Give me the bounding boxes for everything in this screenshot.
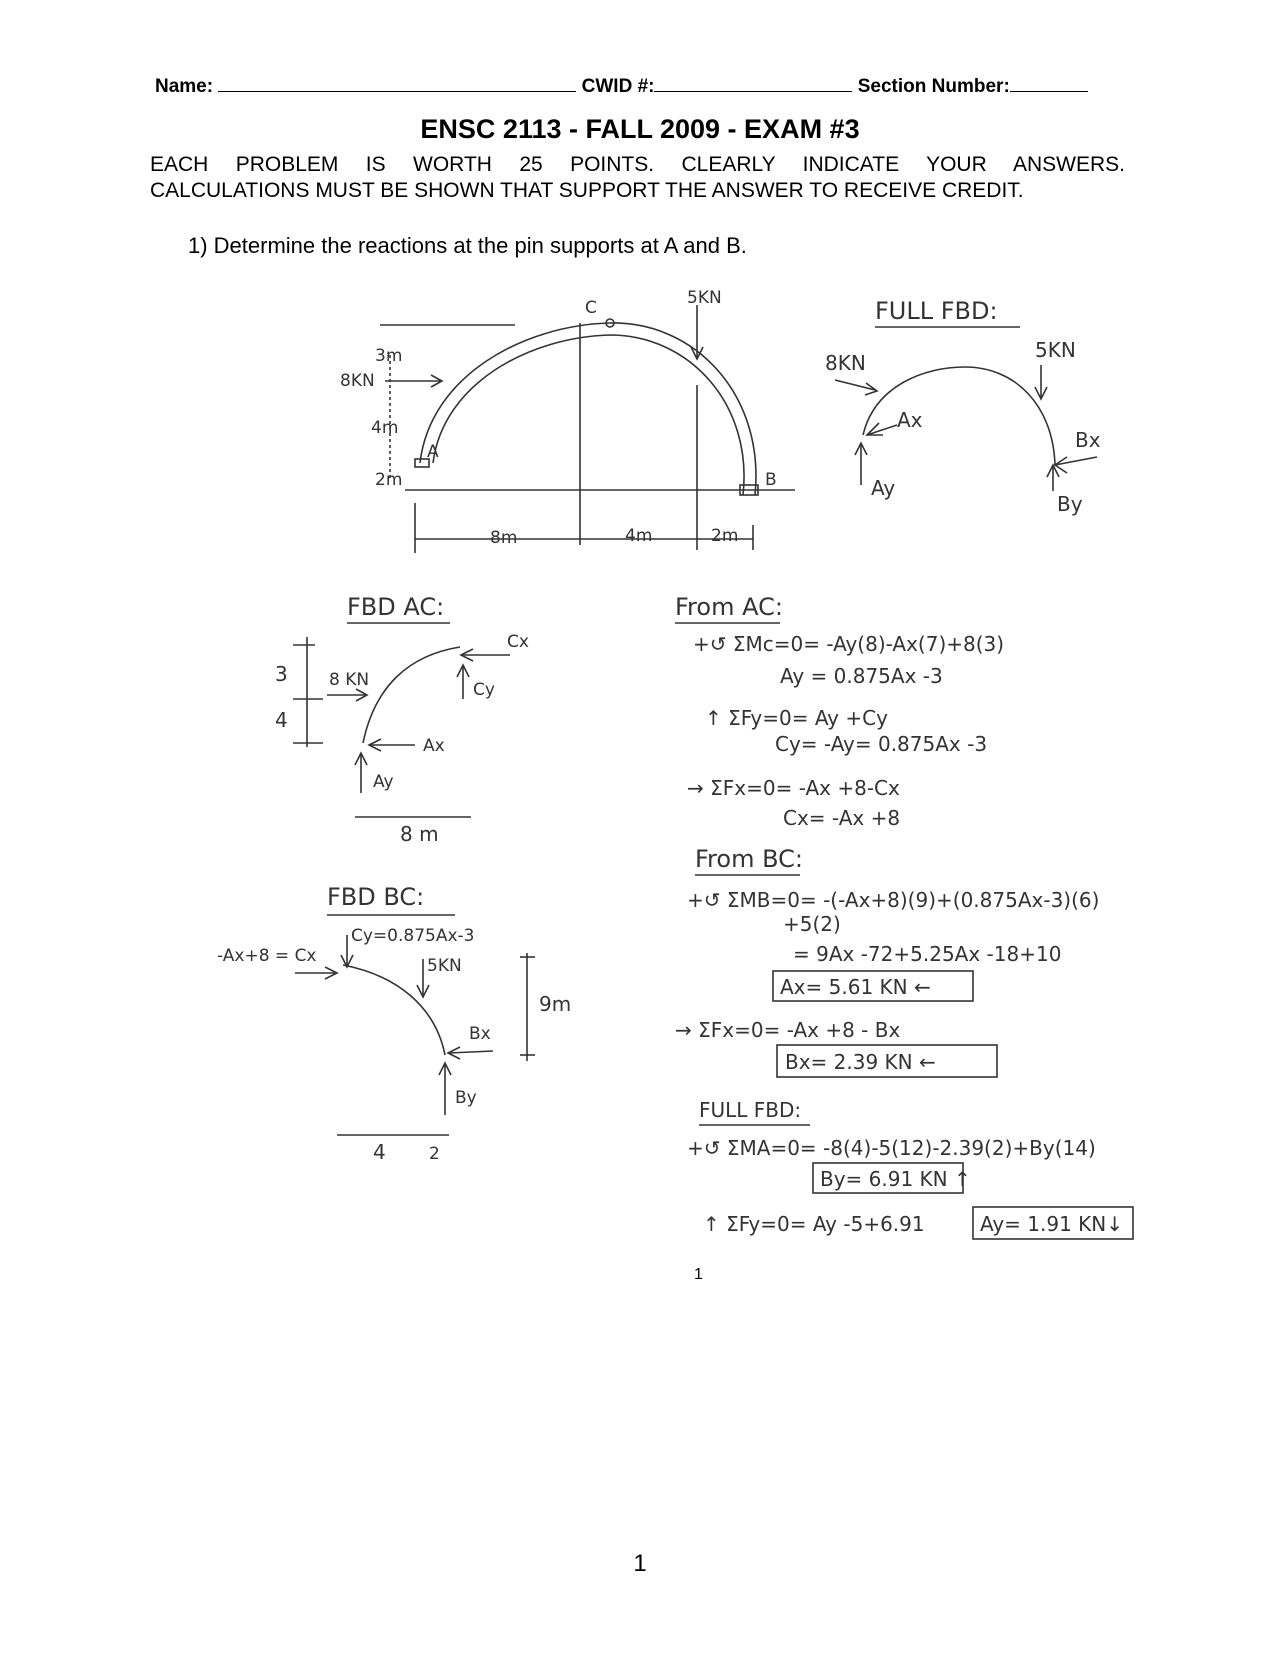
from-bc-eq3: = 9Ax -72+5.25Ax -18+10 — [793, 942, 1062, 966]
from-ac-eq3: ↑ ΣFy=0= Ay +Cy — [705, 706, 888, 730]
fbd-ac-cx: Cx — [507, 632, 529, 652]
fig-load-top: 5KN — [687, 288, 722, 308]
from-ac-eq1: +↺ ΣMc=0= -Ay(8)-Ax(7)+8(3) — [693, 632, 1005, 656]
section-field[interactable] — [1010, 74, 1088, 92]
full-calc-eq2: ↑ ΣFy=0= Ay -5+6.91 — [703, 1212, 925, 1236]
fbd-bc-load: 5KN — [427, 956, 462, 976]
fig-label-a: A — [427, 442, 439, 462]
full-calc-ans-by: By= 6.91 KN ↑ — [820, 1167, 971, 1191]
from-bc-eq4: → ΣFx=0= -Ax +8 - Bx — [675, 1018, 901, 1042]
fig-dim-2m-bottom: 2m — [711, 526, 739, 546]
fbd-bc-dim-4: 4 — [373, 1140, 386, 1164]
fbd-ac-heading: FBD AC: — [347, 593, 445, 621]
fbd-ac-ax: Ax — [423, 736, 445, 756]
full-fbd-5kn: 5KN — [1035, 338, 1076, 362]
from-bc-eq1: +↺ ΣMB=0= -(-Ax+8)(9)+(0.875Ax-3)(6) — [687, 888, 1100, 912]
fbd-bc-by: By — [455, 1088, 477, 1108]
fig-dim-3m: 3m — [375, 346, 403, 366]
from-bc-ans-bx: Bx= 2.39 KN ← — [785, 1050, 936, 1074]
fbd-bc-dim-2: 2 — [429, 1144, 440, 1164]
fbd-bc-cx-expr: -Ax+8 = Cx — [217, 946, 317, 966]
full-fbd-arch — [863, 367, 1055, 465]
fbd-bc-bx: Bx — [469, 1024, 491, 1044]
full-fbd-8kn: 8KN — [825, 351, 866, 375]
fig-dim-8m: 8m — [490, 528, 518, 548]
from-ac-heading: From AC: — [675, 593, 783, 621]
name-field[interactable] — [218, 74, 576, 92]
fig-dim-2m-left: 2m — [375, 470, 403, 490]
fbd-ac-arch — [363, 647, 460, 743]
instructions-line-2: CALCULATIONS MUST BE SHOWN THAT SUPPORT THE ANSWER TO RECEIVE CREDIT. — [150, 179, 1024, 202]
full-calc-heading: FULL FBD: — [699, 1098, 802, 1122]
from-bc-heading: From BC: — [695, 845, 803, 873]
instructions-line-1: EACH PROBLEM IS WORTH 25 POINTS. CLEARLY INDICATE YOUR ANSWERS. — [150, 153, 1125, 176]
fig-label-b: B — [765, 470, 777, 490]
from-ac-eq6: Cx= -Ax +8 — [783, 806, 901, 830]
name-label: Name: — [155, 76, 214, 97]
full-fbd-bx: Bx — [1075, 428, 1101, 452]
full-calc-ans-ay: Ay= 1.91 KN↓ — [980, 1212, 1123, 1236]
fbd-ac-dim-3: 3 — [275, 662, 288, 686]
problem-statement: 1) Determine the reactions at the pin supports at A and B. — [188, 233, 747, 258]
fbd-bc-heading: FBD BC: — [327, 883, 425, 911]
section-label: Section Number: — [857, 76, 1010, 97]
full-fbd-by: By — [1057, 492, 1083, 516]
fig-label-c: C — [585, 298, 597, 318]
fbd-ac-ay: Ay — [373, 772, 394, 792]
instructions — [150, 152, 1125, 204]
fbd-ac-dim-4: 4 — [275, 708, 288, 732]
arch-figure — [380, 305, 795, 553]
fig-load-left: 8KN — [340, 371, 375, 391]
from-bc-ans-ax: Ax= 5.61 KN ← — [780, 975, 931, 999]
from-bc-eq2: +5(2) — [783, 912, 841, 936]
fbd-bc-cy-expr: Cy=0.875Ax-3 — [351, 926, 475, 946]
fbd-bc-dim-9m: 9m — [539, 992, 572, 1016]
fig-dim-4m: 4m — [371, 418, 399, 438]
handwritten-solution-scan — [217, 285, 1205, 1310]
fbd-ac-dim-8m: 8 m — [400, 822, 439, 846]
fig-dim-4m-bottom: 4m — [625, 526, 653, 546]
cwid-label: CWID #: — [581, 76, 655, 97]
fbd-bc-arch — [343, 965, 445, 1055]
from-ac-eq4: Cy= -Ay= 0.875Ax -3 — [775, 732, 988, 756]
cwid-field[interactable] — [654, 74, 852, 92]
full-fbd-heading: FULL FBD: — [875, 297, 998, 325]
full-fbd-ay: Ay — [871, 476, 896, 500]
header-fields — [155, 74, 1115, 98]
from-ac-eq5: → ΣFx=0= -Ax +8-Cx — [687, 776, 900, 800]
exam-title: ENSC 2113 - FALL 2009 - EXAM #3 — [420, 114, 860, 144]
full-calc-eq1: +↺ ΣMA=0= -8(4)-5(12)-2.39(2)+By(14) — [687, 1136, 1096, 1160]
full-fbd-ax: Ax — [897, 408, 923, 432]
from-ac-eq2: Ay = 0.875Ax -3 — [780, 664, 943, 688]
fbd-ac-cy: Cy — [473, 680, 495, 700]
fbd-ac-load: 8 KN — [329, 670, 370, 690]
page-number: 1 — [633, 1550, 647, 1577]
scan-page-number: 1 — [694, 1266, 703, 1283]
